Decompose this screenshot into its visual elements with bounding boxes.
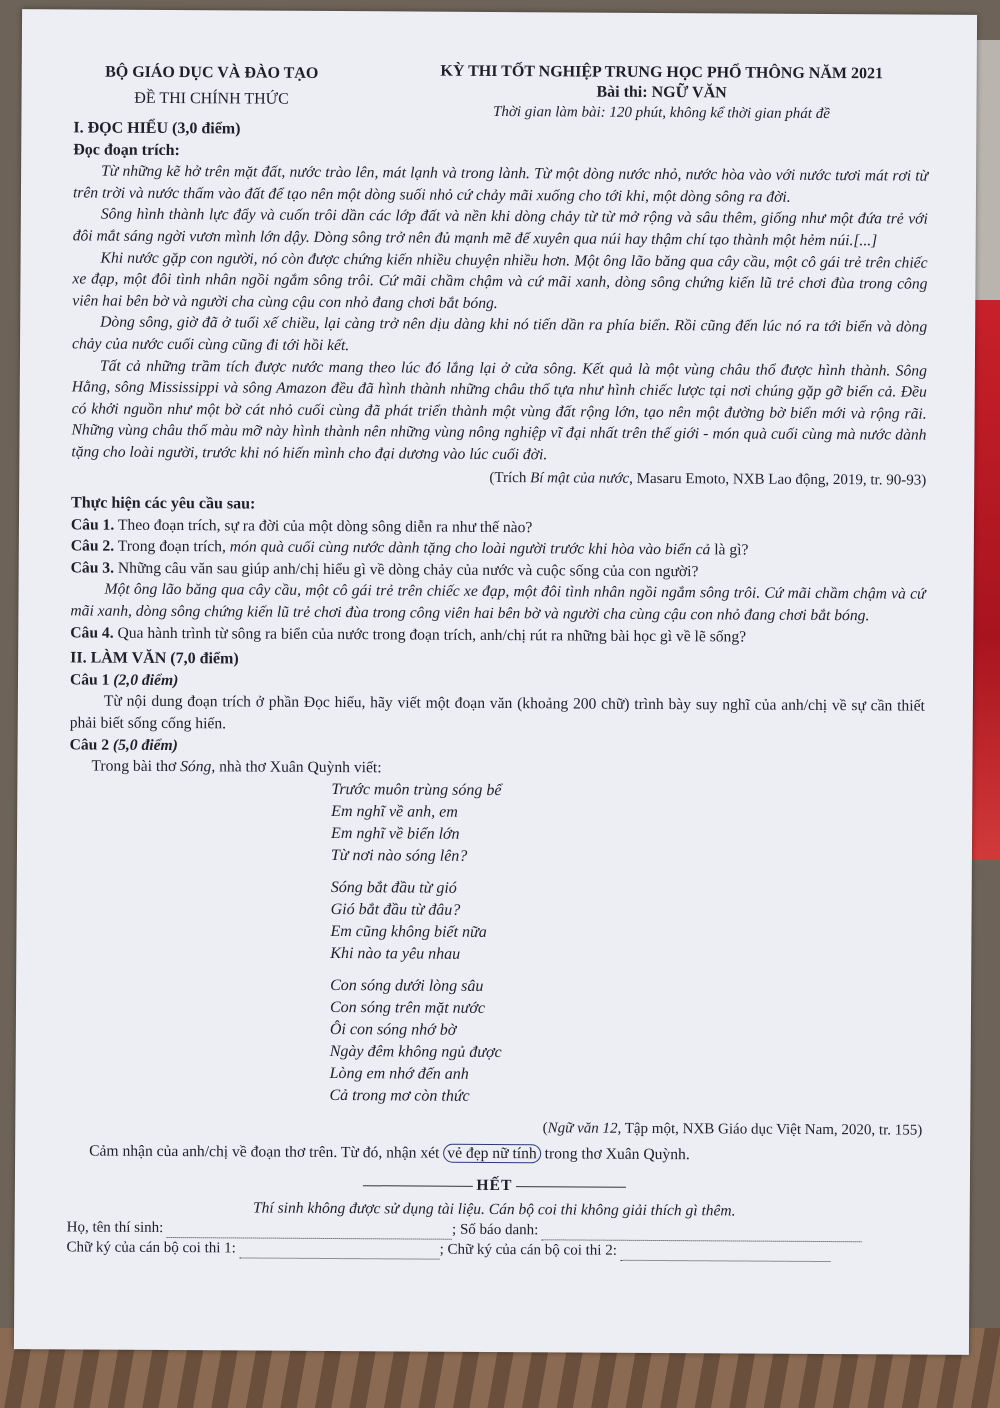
- end-rule-right: [516, 1186, 626, 1188]
- proctor-signature-line: Chữ ký của cán bộ coi thi 1: ; Chữ ký của cán bộ coi thi 2:: [66, 1238, 921, 1263]
- question-3: Câu 3. Những câu văn sau giúp anh/chị hiểu gì về dòng chảy của nước và cuộc sống của con người?: [70, 559, 699, 581]
- question-1: Câu 1. Theo đoạn trích, sự ra đời của một dòng sông diễn ra như thế nào?: [70, 516, 533, 536]
- exam-title: KỲ THI TỐT NGHIỆP TRUNG HỌC PHỔ THÔNG NĂM 2021: [440, 62, 884, 83]
- question-3-quote: Một ông lão băng qua cây cầu, một cô gái trẻ trên chiếc xe đạp, một đôi tình nhân ngồi ngắm sông trôi. Cứ mãi chầm chậm và cứ mãi xanh, dòng sông chứng kiến lũ trẻ chơi đùa trong công viên hai bên bờ và người cha cùng cậu con nhỏ đang chơi bắt bóng.: [70, 581, 926, 625]
- header-right: [381, 61, 941, 124]
- subject-label: Bài thi: NGỮ VĂN: [596, 83, 727, 102]
- end-marker: HẾT: [67, 1172, 922, 1199]
- end-rule-left: [363, 1185, 473, 1187]
- part2-heading: II. LÀM VĂN (7,0 điểm): [70, 649, 239, 668]
- question-4: Câu 4. Qua hành trình từ sông ra biển của nước trong đoạn trích, anh/chị rút ra những bài học gì về lẽ sống?: [70, 624, 747, 646]
- poem-stanza: [329, 975, 923, 1111]
- tasks-label: Thực hiện các yêu cầu sau:: [71, 494, 256, 513]
- header-left: [76, 59, 346, 113]
- poem-stanza: [330, 877, 924, 969]
- circled-phrase: vẻ đẹp nữ tính: [443, 1144, 541, 1164]
- reading-label: Đọc đoạn trích:: [73, 141, 180, 159]
- poem-source: (Ngữ văn 12, Tập một, NXB Giáo dục Việt Nam, 2020, tr. 155): [542, 1120, 923, 1139]
- essay-2-label: Câu 2 (5,0 điểm): [69, 736, 178, 754]
- poem-line: Lòng em nhớ đến anh: [329, 1064, 469, 1083]
- passage-paragraph: Tất cả những trầm tích được nước mang theo lúc đó lắng lại ở cửa sông. Kết quả là một vùng châu thổ được hình thành. Sông Hằng, sông Mississippi và sông Amazon đều đã hình thành những châu thổ tựa như hình chiếc lược tại nơi chúng gặp gỡ biển cả. Đều có khởi nguồn như một bờ cát nhỏ cuối cùng đã phát triển thành một vùng đất rộng lớn, tạo nên một đường bờ biển mới và rộng rãi. Những vùng châu thổ màu mỡ này hình thành nên những vùng nông nghiệp vĩ đại nhất trên thế giới - món quà cuối cùng mà nước dành tặng cho loài người, trước khi nó hiến mình cho đại dương vào lúc cuối đời.: [71, 357, 927, 464]
- poem-line: Em cũng không biết nữa: [330, 922, 487, 941]
- poem-line: Con sóng dưới lòng sâu: [330, 976, 484, 995]
- poem-line: Em nghĩ về biển lớn: [331, 824, 460, 843]
- poem-stanza: [331, 779, 925, 871]
- passage-paragraph: Từ những kẽ hở trên mặt đất, nước trào lên, mát lạnh và trong lành. Từ một dòng nước nhỏ, nước hòa vào với nước tươi mát rơi từ trên trời và nước thấm vào đất để tạo nên một dòng suối nhỏ cứ chảy mãi xuống cho tới khi, một dòng sông ra đời.: [72, 162, 929, 206]
- exam-note: Thí sinh không được sử dụng tài liệu. Cán bộ coi thi không giải thích gì thêm.: [253, 1199, 736, 1220]
- poem: [329, 779, 924, 1111]
- essay-1-label: Câu 1 (2,0 điểm): [69, 671, 179, 689]
- passage-paragraph: Dòng sông, giờ đã ở tuổi xế chiều, lại càng trở nên dịu dàng khi nó tiến dần ra phía biển. Rồi cũng đến lúc nó ra tới biển và dòng chảy của nước cuối cùng cũng đi tới hồi kết.: [72, 313, 928, 355]
- poem-line: Em nghĩ về anh, em: [331, 802, 458, 821]
- ministry-name: BỘ GIÁO DỤC VÀ ĐÀO TẠO: [105, 63, 319, 82]
- passage-paragraph: Sông hình thành lực đẩy và cuốn trôi dần các lớp đất và nền khi dòng chảy từ từ mở rộng và sâu thêm, giống như một đứa trẻ với đôi mắt sáng ngời vươn mình lớn dậy. Dòng sông trở nên đủ mạnh mẽ để xuyên qua núi hay thậm chí tạo thành một hẻm núi.[...]: [72, 205, 928, 250]
- poem-line: Từ nơi nào sóng lên?: [330, 846, 468, 865]
- poem-line: Ôi con sóng nhớ bờ: [329, 1020, 457, 1039]
- signature-2-blank: [621, 1246, 831, 1262]
- official-label: ĐỀ THI CHÍNH THỨC: [134, 89, 289, 108]
- time-label: Thời gian làm bài: 120 phút, không kể thời gian phát đề: [493, 103, 830, 123]
- candidate-info-line: Họ, tên thí sinh: ; Số báo danh:: [67, 1218, 922, 1243]
- part1-heading: I. ĐỌC HIỂU (3,0 điểm): [73, 119, 241, 138]
- poem-line: Sóng bắt đầu từ gió: [330, 878, 457, 897]
- exam-paper: [14, 9, 977, 1355]
- question-2: Câu 2. Trong đoạn trích, món quà cuối cùng nước dành tặng cho loài người trước khi hòa vào biển cả là gì?: [70, 537, 749, 559]
- poem-line: Ngày đêm không ngủ được: [329, 1042, 502, 1061]
- essay-2-task: Cảm nhận của anh/chị về đoạn thơ trên. Từ đó, nhận xét vẻ đẹp nữ tính trong thơ Xuân Quỳnh.: [89, 1142, 690, 1164]
- poem-line: Con sóng trên mặt nước: [329, 998, 486, 1017]
- poem-line: Cả trong mơ còn thức: [329, 1086, 470, 1105]
- name-blank: [167, 1223, 452, 1240]
- essay-2-intro: Trong bài thơ Sóng, nhà thơ Xuân Quỳnh viết:: [91, 757, 382, 777]
- signature-1-blank: [240, 1244, 440, 1260]
- exam-body: [66, 117, 928, 1262]
- poem-line: Khi nào ta yêu nhau: [330, 944, 461, 963]
- poem-line: Trước muôn trùng sóng bể: [331, 780, 502, 799]
- passage-paragraph: Khi nước gặp con người, nó còn được chứng kiến nhiều chuyện nhiều hơn. Một ông lão băng qua cây cầu, một cô gái trẻ trên chiếc xe đạp, một đôi tình nhân ngồi ngắm sông trôi. Cứ mãi chầm chậm và cứ mãi xanh, dòng sông chứng kiến lũ trẻ chơi đùa trong công viên hai bên bờ và người cha cùng cậu con nhỏ đang chơi bắt bóng.: [72, 249, 928, 312]
- essay-1-prompt: Từ nội dung đoạn trích ở phần Đọc hiểu, hãy viết một đoạn văn (khoảng 200 chữ) trình bày suy nghĩ của anh/chị về sự cần thiết phải biết sống cống hiến.: [69, 693, 925, 733]
- poem-line: Gió bắt đầu từ đâu?: [330, 900, 461, 919]
- passage-source: (Trích Bí mật của nước, Masaru Emoto, NXB Lao động, 2019, tr. 90-93): [489, 469, 927, 489]
